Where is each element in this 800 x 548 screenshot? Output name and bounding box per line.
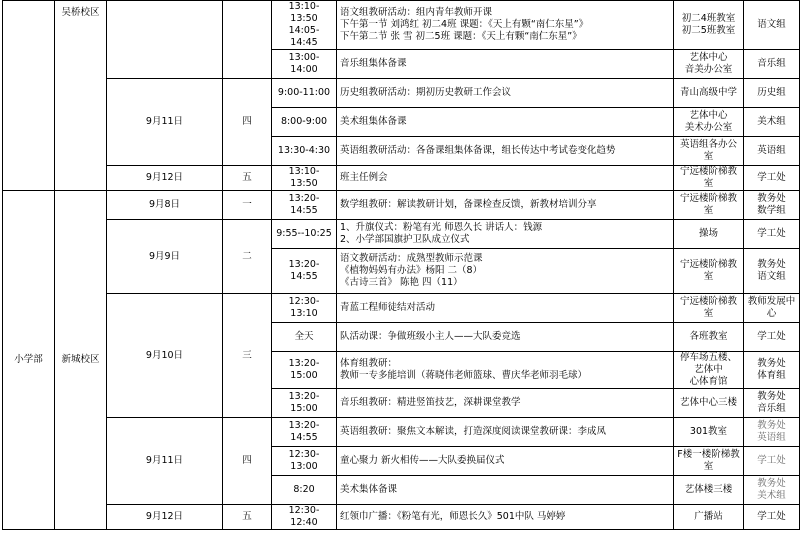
date-cell (107, 1, 223, 79)
place-cell: 宁远楼阶梯教室 (674, 191, 744, 220)
unit-cell: 教师发展中心 (744, 294, 800, 323)
content-cell: 历史组教研活动：期初历史教研工作会议 (337, 79, 674, 108)
place-cell: 青山高级中学 (674, 79, 744, 108)
time-cell: 13:20-14:55 (272, 191, 337, 220)
table-row (3, 191, 800, 220)
content-cell: 美术集体备课 (337, 476, 674, 505)
weekday-cell (223, 1, 272, 79)
time-cell: 9:00-11:00 (272, 79, 337, 108)
date-cell: 9月11日 (107, 418, 223, 505)
place-cell: 301教室 (674, 418, 744, 447)
place-cell: F楼一楼阶梯教室 (674, 447, 744, 476)
unit-cell: 学工处 (744, 166, 800, 191)
time-cell: 13:10-13:50 (272, 166, 337, 191)
weekday-cell: 五 (223, 505, 272, 530)
table-row (3, 505, 800, 530)
unit-cell: 学工处 (744, 505, 800, 530)
time-cell: 全天 (272, 323, 337, 352)
weekday-cell: 四 (223, 79, 272, 166)
place-cell: 艺体中心 美术办公室 (674, 108, 744, 137)
schedule-table (2, 0, 800, 530)
unit-cell: 历史组 (744, 79, 800, 108)
place-cell: 宁远楼阶梯教室 (674, 294, 744, 323)
unit-cell: 教务处 美术组 (744, 476, 800, 505)
table-row (3, 220, 800, 249)
content-cell: 红领巾广播：《粉笔有光，师恩长久》501中队 马婷婷 (337, 505, 674, 530)
content-cell: 童心聚力 新火相传——大队委换届仪式 (337, 447, 674, 476)
table-row (3, 1, 800, 50)
place-cell: 艺体楼三楼 (674, 476, 744, 505)
date-cell: 9月8日 (107, 191, 223, 220)
weekday-cell: 五 (223, 166, 272, 191)
table-row (3, 418, 800, 447)
table-row (3, 166, 800, 191)
unit-cell: 教务处 音乐组 (744, 389, 800, 418)
content-cell: 数学组教研：解读教研计划，备课检查反馈，新教材培训分享 (337, 191, 674, 220)
dept-cell: 小学部 (3, 191, 55, 530)
unit-cell: 学工处 (744, 323, 800, 352)
weekday-cell: 二 (223, 220, 272, 294)
unit-cell: 英语组 (744, 137, 800, 166)
place-cell: 宁远楼阶梯教室 (674, 249, 744, 294)
place-cell: 艺体中心 音美办公室 (674, 50, 744, 79)
content-cell: 班主任例会 (337, 166, 674, 191)
content-cell: 青蓝工程师徒结对活动 (337, 294, 674, 323)
content-cell: 队活动课：争做班级小主人——大队委竞选 (337, 323, 674, 352)
time-cell: 13:00-14:00 (272, 50, 337, 79)
content-cell: 音乐组集体备课 (337, 50, 674, 79)
content-cell: 英语组教研：聚焦文本解读，打造深度阅读课堂教研课：李成凤 (337, 418, 674, 447)
campus-cell: 吴桥校区 (55, 1, 107, 191)
time-cell: 8:00-9:00 (272, 108, 337, 137)
place-cell: 艺体中心三楼 (674, 389, 744, 418)
time-cell: 12:30-12:40 (272, 505, 337, 530)
unit-cell: 教务处 体育组 (744, 352, 800, 389)
content-cell: 音乐组教研：精进竖笛技艺，深耕课堂教学 (337, 389, 674, 418)
table-row (3, 294, 800, 323)
place-cell: 宁远楼阶梯教室 (674, 166, 744, 191)
time-cell: 13:20-14:55 (272, 249, 337, 294)
campus-cell: 新城校区 (55, 191, 107, 530)
place-cell: 操场 (674, 220, 744, 249)
time-cell: 12:30-13:00 (272, 447, 337, 476)
date-cell: 9月9日 (107, 220, 223, 294)
content-cell: 英语组教研活动：各备课组集体备课，组长传达中考试卷变化趋势 (337, 137, 674, 166)
weekday-cell: 三 (223, 294, 272, 418)
unit-cell: 教务处 数学组 (744, 191, 800, 220)
table-row (3, 79, 800, 108)
weekday-cell: 四 (223, 418, 272, 505)
time-cell: 13:20-15:00 (272, 352, 337, 389)
content-cell: 体育组教研： 教师一专多能培训（蒋晓伟老师篮球、曹庆华老师羽毛球） (337, 352, 674, 389)
content-cell: 语文组教研活动：组内青年教师开课 下午第一节 刘鸿红 初二4班 课题：《天上有颗“南仁东星”》 下午第二节 张 雪 初二5班 课题：《天上有颗“南仁东星”》 (337, 1, 674, 50)
unit-cell: 教务处 语文组 (744, 249, 800, 294)
time-cell: 12:30-13:10 (272, 294, 337, 323)
date-cell: 9月12日 (107, 166, 223, 191)
date-cell: 9月11日 (107, 79, 223, 166)
dept-cell (3, 1, 55, 191)
place-cell: 停车场五楼、艺体中 心体育馆 (674, 352, 744, 389)
place-cell: 广播站 (674, 505, 744, 530)
date-cell: 9月10日 (107, 294, 223, 418)
unit-cell: 语文组 (744, 1, 800, 50)
content-cell: 语文教研活动：成熟型教师示范课 《植物妈妈有办法》杨阳 二（8） 《古诗三首》 陈艳 四（11） (337, 249, 674, 294)
unit-cell: 学工处 (744, 447, 800, 476)
unit-cell: 教务处 英语组 (744, 418, 800, 447)
unit-cell: 美术组 (744, 108, 800, 137)
unit-cell: 学工处 (744, 220, 800, 249)
weekday-cell: 一 (223, 191, 272, 220)
date-cell: 9月12日 (107, 505, 223, 530)
time-cell: 13:30-4:30 (272, 137, 337, 166)
place-cell: 初二4班教室 初二5班教室 (674, 1, 744, 50)
time-cell: 8:20 (272, 476, 337, 505)
place-cell: 英语组各办公室 (674, 137, 744, 166)
time-cell: 13:20-15:00 (272, 389, 337, 418)
unit-cell: 音乐组 (744, 50, 800, 79)
content-cell: 1、升旗仪式：粉笔有光 师恩久长 讲话人：钱源 2、小学部国旗护卫队成立仪式 (337, 220, 674, 249)
time-cell: 9:55--10:25 (272, 220, 337, 249)
place-cell: 各班教室 (674, 323, 744, 352)
time-cell: 13:10-13:50 14:05-14:45 (272, 1, 337, 50)
time-cell: 13:20-14:55 (272, 418, 337, 447)
content-cell: 美术组集体备课 (337, 108, 674, 137)
